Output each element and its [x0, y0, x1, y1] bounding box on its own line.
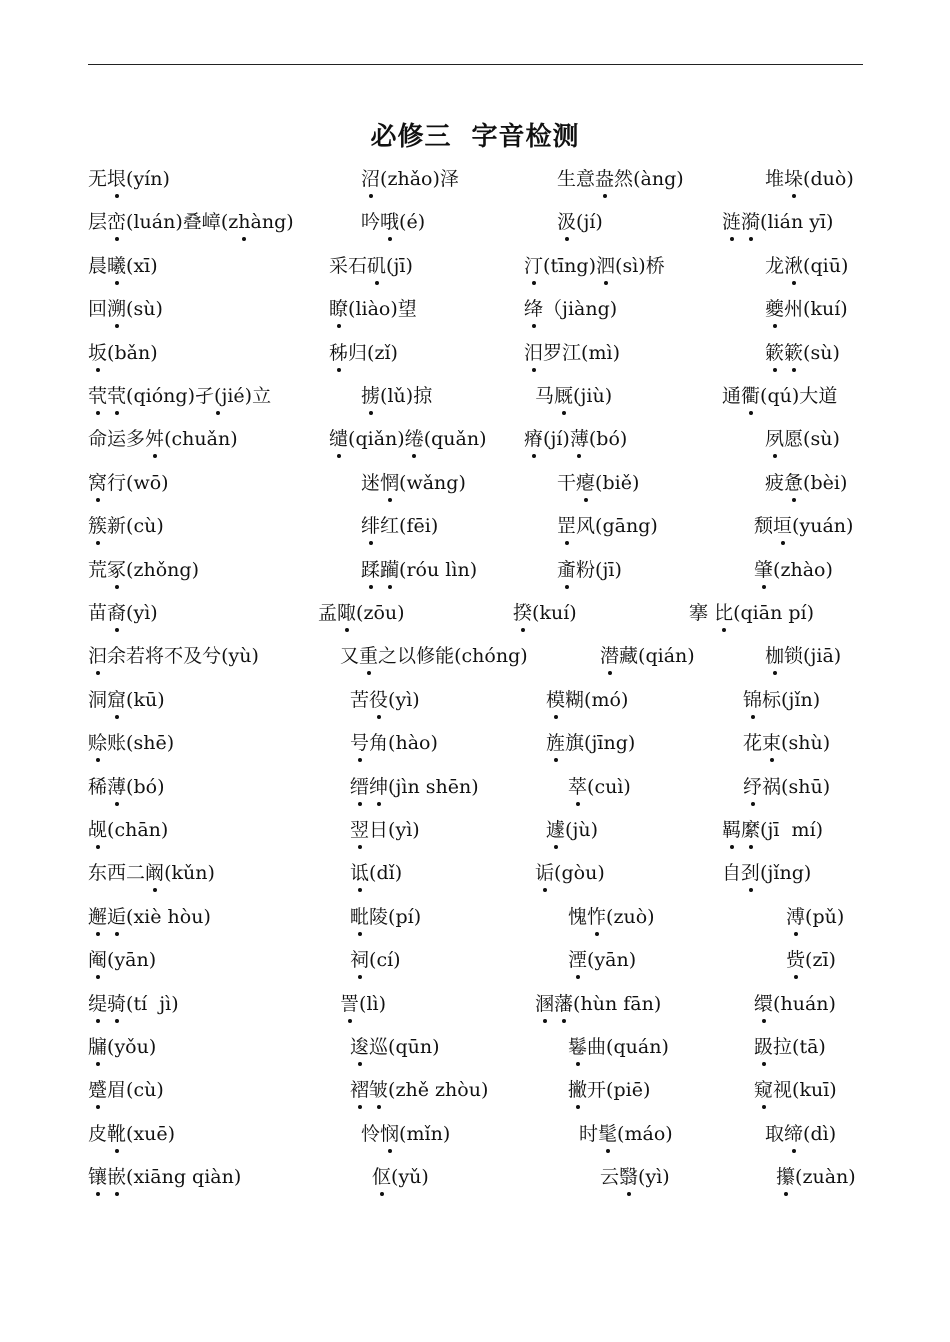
- emphasis-dot-char: 毗: [350, 905, 370, 928]
- emphasis-dot-char: 茕: [107, 385, 127, 407]
- emphasis-dot-char: 鬈: [568, 1036, 588, 1058]
- emphasis-dot-char: 阚: [145, 862, 165, 885]
- word-entry: 窥视(kuī): [754, 1079, 837, 1102]
- word-entry: 又重之以修能(chóng): [340, 645, 528, 668]
- table-row: [0, 513, 950, 553]
- emphasis-dot-char: 绅: [369, 775, 389, 798]
- emphasis-dot-char: 赊: [88, 732, 108, 755]
- emphasis-dot-char: 比: [714, 602, 734, 624]
- emphasis-dot-char: 瞭: [329, 298, 349, 321]
- word-entry: 生意盎然(àng): [557, 168, 684, 190]
- emphasis-dot-char: 夔: [765, 298, 785, 321]
- table-row: [0, 253, 950, 293]
- table-row: [0, 383, 950, 423]
- emphasis-dot-char: 潜: [600, 645, 620, 668]
- word-entry: 汨罗江(mì): [524, 341, 620, 364]
- emphasis-dot-char: 衢: [741, 385, 761, 407]
- word-entry: 蹙眉(cù): [88, 1079, 164, 1102]
- emphasis-dot-char: 缳: [754, 992, 774, 1015]
- emphasis-dot-char: 縻: [741, 819, 761, 841]
- emphasis-dot-char: 褶: [350, 1079, 370, 1102]
- word-entry: 夔州(kuí): [765, 298, 848, 321]
- word-entry: 愧怍(zuò): [568, 905, 655, 928]
- table-row: [0, 817, 950, 857]
- emphasis-dot-char: 锦: [743, 688, 763, 711]
- emphasis-dot-char: 齑: [557, 558, 577, 581]
- word-entry: 枷锁(jiā): [765, 645, 842, 668]
- word-entry: 汲(jí): [557, 211, 603, 234]
- word-entry: 汩余若将不及兮(yù): [88, 645, 259, 668]
- emphasis-dot-char: 窟: [107, 688, 127, 711]
- emphasis-dot-char: 攥: [776, 1166, 796, 1189]
- table-row: [0, 600, 950, 640]
- word-entry: 苗裔(yì): [88, 602, 158, 624]
- emphasis-dot-char: 簌: [765, 341, 785, 364]
- emphasis-dot-char: 肇: [754, 558, 774, 581]
- table-row: [0, 687, 950, 727]
- emphasis-dot-char: 蹂: [361, 558, 381, 581]
- emphasis-dot-char: 藩: [554, 992, 574, 1015]
- word-entry: 萃(cuì): [568, 775, 631, 798]
- emphasis-dot-char: 役: [369, 688, 389, 711]
- word-entry: 迷惘(wǎng): [361, 471, 466, 494]
- emphasis-dot-char: 茕: [88, 385, 108, 407]
- word-entry: 掳(lǔ)掠: [361, 385, 433, 407]
- emphasis-dot-char: 裔: [107, 602, 127, 624]
- word-entry: 吟哦(é): [361, 211, 426, 234]
- emphasis-dot-char: 薄: [569, 428, 589, 451]
- emphasis-dot-char: 盎: [595, 168, 615, 190]
- emphasis-dot-char: 惫: [784, 471, 804, 494]
- emphasis-dot-char: 赀: [786, 949, 806, 972]
- emphasis-dot-char: 漪: [741, 211, 761, 234]
- word-entry: 取缔(dì): [765, 1122, 837, 1145]
- word-entry: 通衢(qú)大道: [722, 385, 838, 407]
- emphasis-dot-char: 曦: [107, 254, 127, 277]
- emphasis-dot-char: 汨: [524, 341, 544, 364]
- word-entry: 自刭(jǐng): [722, 862, 812, 885]
- word-entry: 溥(pǔ): [786, 905, 845, 928]
- word-entry: 簇新(cù): [88, 515, 164, 538]
- emphasis-dot-char: 绯: [361, 515, 381, 538]
- emphasis-dot-char: 厩: [554, 385, 574, 407]
- emphasis-dot-char: 掳: [361, 385, 381, 407]
- table-row: [0, 1077, 950, 1117]
- word-entry: 赀(zī): [786, 949, 836, 972]
- word-entry: 稀薄(bó): [88, 775, 165, 798]
- emphasis-dot-char: 觇: [88, 819, 108, 841]
- emphasis-dot-char: 缔: [784, 1122, 804, 1145]
- word-entry: 疲惫(bèi): [765, 471, 848, 494]
- table-row: [0, 947, 950, 987]
- emphasis-dot-char: 泗: [596, 254, 616, 277]
- emphasis-dot-char: 湮: [568, 949, 588, 972]
- word-entry: 云翳(yì): [600, 1166, 670, 1189]
- emphasis-dot-char: 皱: [369, 1079, 389, 1102]
- word-entry: 觇(chān): [88, 819, 169, 841]
- emphasis-dot-char: 溷: [535, 992, 555, 1015]
- word-entry: 回溯(sù): [88, 298, 163, 321]
- emphasis-dot-char: 绛: [524, 298, 544, 321]
- word-entry: 绛（jiàng): [524, 298, 618, 321]
- word-entry: 夙愿(sù): [765, 428, 840, 451]
- emphasis-dot-char: 汲: [557, 211, 577, 234]
- emphasis-dot-char: 詈: [340, 992, 360, 1015]
- word-entry: 缱(qiǎn)绻(quǎn): [329, 428, 487, 451]
- emphasis-dot-char: 纾: [743, 775, 763, 798]
- word-entry: 晨曦(xī): [88, 254, 158, 277]
- word-entry: 褶皱(zhě zhòu): [350, 1079, 489, 1102]
- word-entry: 蹂躏(róu lìn): [361, 558, 478, 581]
- emphasis-dot-char: 惘: [380, 471, 400, 494]
- emphasis-dot-char: 骑: [107, 992, 127, 1015]
- emphasis-dot-char: 缙: [350, 775, 370, 798]
- word-entry: 时髦(máo): [579, 1122, 673, 1145]
- word-entry: 颓垣(yuán): [754, 515, 854, 538]
- word-entry: 绯红(fēi): [361, 515, 439, 538]
- emphasis-dot-char: 蹙: [88, 1079, 108, 1102]
- header-rule: [88, 64, 863, 65]
- word-entry: 邂逅(xiè hòu): [88, 905, 211, 928]
- emphasis-dot-char: 髦: [598, 1122, 618, 1145]
- emphasis-dot-char: 萃: [568, 775, 588, 798]
- word-entry: 号角(hào): [350, 732, 438, 755]
- emphasis-dot-char: 窥: [754, 1079, 774, 1102]
- word-entry: 翌日(yì): [350, 819, 420, 841]
- emphasis-dot-char: 邂: [88, 905, 108, 928]
- word-entry: 伛(yǔ): [372, 1166, 429, 1189]
- table-row: [0, 774, 950, 814]
- emphasis-dot-char: 羁: [722, 819, 742, 841]
- table-row: [0, 643, 950, 683]
- word-entry: 簌簌(sù): [765, 341, 840, 364]
- table-row: [0, 557, 950, 597]
- emphasis-dot-char: 舛: [145, 428, 165, 451]
- word-entry: 怜悯(mǐn): [361, 1122, 451, 1145]
- table-row: [0, 166, 950, 206]
- table-row: [0, 860, 950, 900]
- word-entry: 揆(kuí): [513, 602, 577, 624]
- emphasis-dot-char: 窝: [88, 471, 108, 494]
- word-entry: 缙绅(jìn shēn): [350, 775, 479, 798]
- emphasis-dot-char: 溯: [107, 298, 127, 321]
- table-row: [0, 426, 950, 466]
- emphasis-dot-char: 陬: [337, 602, 357, 624]
- word-entry: 模糊(mó): [546, 688, 629, 711]
- word-entry: 趿拉(tā): [754, 1036, 826, 1058]
- emphasis-dot-char: 薄: [107, 775, 127, 798]
- word-entry: 龙湫(qiū): [765, 254, 849, 277]
- table-row: [0, 904, 950, 944]
- word-entry: 瞭(liào)望: [329, 298, 417, 321]
- word-entry: 詈(lì): [340, 992, 387, 1015]
- emphasis-dot-char: 悯: [380, 1122, 400, 1145]
- word-entry: 遽(jù): [546, 819, 599, 841]
- word-entry: 鬈曲(quán): [568, 1036, 669, 1058]
- emphasis-dot-char: 枷: [765, 645, 785, 668]
- emphasis-dot-char: 遽: [546, 819, 566, 841]
- emphasis-dot-char: 趿: [754, 1036, 774, 1058]
- word-entry: 搴 比(qiān pí): [689, 602, 815, 624]
- word-entry: 祠(cí): [350, 949, 401, 972]
- word-entry: 茕茕(qióng)孑(jié)立: [88, 385, 272, 407]
- word-entry: 逡巡(qūn): [350, 1036, 440, 1058]
- emphasis-dot-char: 湫: [784, 254, 804, 277]
- word-entry: 秭归(zǐ): [329, 341, 398, 364]
- emphasis-dot-char: 祠: [350, 949, 370, 972]
- emphasis-dot-char: 诋: [350, 862, 370, 885]
- word-entry: 无垠(yín): [88, 168, 170, 190]
- word-entry: 采石矶(jī): [329, 254, 413, 277]
- word-entry: 旌旗(jīng): [546, 732, 636, 755]
- word-entry: 缇骑(tí jì): [88, 992, 179, 1015]
- word-entry: 溷藩(hùn fān): [535, 992, 662, 1015]
- emphasis-dot-char: h: [238, 211, 251, 234]
- word-entry: 撇开(piē): [568, 1079, 651, 1102]
- emphasis-dot-char: (: [214, 385, 222, 407]
- emphasis-dot-char: 绻: [404, 428, 424, 451]
- word-entry: 锦标(jǐn): [743, 688, 821, 711]
- word-entry: 诟(gòu): [535, 862, 605, 885]
- page-title: 必修三 字音检测: [370, 122, 580, 152]
- emphasis-dot-char: 坂: [88, 341, 108, 364]
- emphasis-dot-char: 哦: [380, 211, 400, 234]
- emphasis-dot-char: 逅: [107, 905, 127, 928]
- word-entry: 窝行(wō): [88, 471, 169, 494]
- emphasis-dot-char: 汀: [524, 254, 544, 277]
- table-row: [0, 1164, 950, 1204]
- emphasis-dot-char: 瘠: [524, 428, 544, 451]
- table-row: [0, 1034, 950, 1074]
- table-row: [0, 730, 950, 770]
- emphasis-dot-char: 牖: [88, 1036, 108, 1058]
- emphasis-dot-char: 躏: [380, 558, 400, 581]
- emphasis-dot-char: 秭: [329, 341, 349, 364]
- emphasis-dot-char: 垛: [784, 168, 804, 190]
- word-entry: 阉(yān): [88, 949, 157, 972]
- emphasis-dot-char: 旌: [546, 732, 566, 755]
- word-entry: 孟陬(zōu): [318, 602, 405, 624]
- word-entry: 羁縻(jī mí): [722, 819, 824, 841]
- word-entry: 攥(zuàn): [776, 1166, 856, 1189]
- emphasis-dot-char: 镶: [88, 1166, 108, 1189]
- table-row: [0, 296, 950, 336]
- emphasis-dot-char: 簇: [88, 515, 108, 538]
- word-entry: 皮靴(xuē): [88, 1122, 176, 1145]
- table-row: [0, 1121, 950, 1161]
- emphasis-dot-char: 靴: [107, 1122, 127, 1145]
- word-entry: 马厩(jiù): [535, 385, 613, 407]
- emphasis-dot-char: 阉: [88, 949, 108, 972]
- word-entry: 罡风(gāng): [557, 515, 658, 538]
- emphasis-dot-char: 诟: [535, 862, 555, 885]
- emphasis-dot-char: 号: [350, 732, 370, 755]
- emphasis-dot-char: 撇: [568, 1079, 588, 1102]
- word-entry: 赊账(shē): [88, 732, 175, 755]
- emphasis-dot-char: 揆: [513, 602, 533, 624]
- emphasis-dot-char: 瘪: [576, 471, 596, 494]
- word-entry: 苦役(yì): [350, 688, 420, 711]
- word-entry: 肇(zhào): [754, 558, 833, 581]
- emphasis-dot-char: 怍: [587, 905, 607, 928]
- emphasis-dot-char: 缇: [88, 992, 108, 1015]
- emphasis-dot-char: 重: [359, 645, 379, 668]
- emphasis-dot-char: 簌: [784, 341, 804, 364]
- emphasis-dot-char: 束: [762, 732, 782, 755]
- emphasis-dot-char: 逡: [350, 1036, 370, 1058]
- word-entry: 纾祸(shū): [743, 775, 831, 798]
- table-row: [0, 340, 950, 380]
- word-entry: 命运多舛(chuǎn): [88, 428, 238, 451]
- word-entry: 汀(tīng)泗(sì)桥: [524, 254, 665, 277]
- word-entry: 东西二阚(kǔn): [88, 862, 215, 885]
- emphasis-dot-char: 嵌: [107, 1166, 127, 1189]
- word-entry: 诋(dǐ): [350, 862, 403, 885]
- word-entry: 干瘪(biě): [557, 471, 640, 494]
- word-entry: 牖(yǒu): [88, 1036, 157, 1058]
- word-entry: 荒冢(zhǒng): [88, 558, 200, 581]
- word-entry: 花束(shù): [743, 732, 831, 755]
- emphasis-dot-char: 垣: [773, 515, 793, 538]
- emphasis-dot-char: 溥: [786, 905, 806, 928]
- word-entry: 毗陵(pí): [350, 905, 422, 928]
- word-entry: 堆垛(duò): [765, 168, 854, 190]
- word-entry: 齑粉(jī): [557, 558, 622, 581]
- emphasis-dot-char: 缱: [329, 428, 349, 451]
- word-entry: 层峦(luán)叠嶂(zhàng): [88, 211, 294, 234]
- emphasis-dot-char: 刭: [741, 862, 761, 885]
- word-entry: 坂(bǎn): [88, 341, 158, 364]
- table-row: [0, 470, 950, 510]
- word-entry: 湮(yān): [568, 949, 637, 972]
- emphasis-dot-char: 翳: [619, 1166, 639, 1189]
- table-row: [0, 991, 950, 1031]
- word-entry: 沼(zhǎo)泽: [361, 168, 459, 190]
- word-entry: 镶嵌(xiāng qiàn): [88, 1166, 242, 1189]
- word-entry: 缳(huán): [754, 992, 836, 1015]
- emphasis-dot-char: 翌: [350, 819, 370, 841]
- emphasis-dot-char: 伛: [372, 1166, 392, 1189]
- word-entry: 洞窟(kū): [88, 688, 165, 711]
- emphasis-dot-char: 沼: [361, 168, 381, 190]
- emphasis-dot-char: 峦: [107, 211, 127, 234]
- emphasis-dot-char: 罡: [557, 515, 577, 538]
- emphasis-dot-char: 涟: [722, 211, 742, 234]
- emphasis-dot-char: 模: [546, 688, 566, 711]
- word-entry: 瘠(jí)薄(bó): [524, 428, 628, 451]
- emphasis-dot-char: 汩: [88, 645, 108, 668]
- emphasis-dot-char: 冢: [107, 558, 127, 581]
- table-row: [0, 209, 950, 249]
- emphasis-dot-char: 矶: [367, 254, 387, 277]
- emphasis-dot-char: 夙: [765, 428, 785, 451]
- emphasis-dot-char: 垠: [107, 168, 127, 190]
- word-entry: 潜藏(qián): [600, 645, 695, 668]
- word-entry: 涟漪(lián yī): [722, 211, 834, 234]
